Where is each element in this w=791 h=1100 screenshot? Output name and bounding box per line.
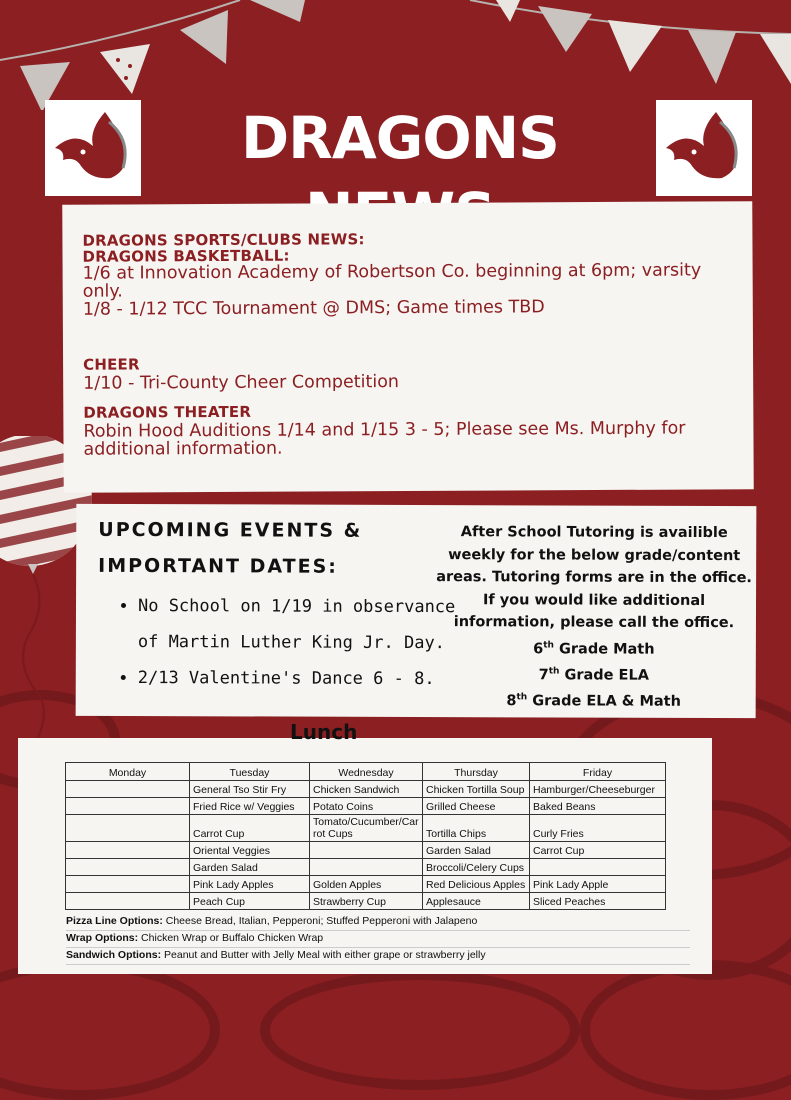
events-list [116, 588, 478, 697]
dragon-logo-right [656, 100, 752, 196]
basketball-line-2: 1/8 - 1/12 TCC Tournament @ DMS; Game times TBD [82, 297, 545, 320]
sandwich-options: Sandwich Options: Peanut and Butter with Jelly Meal with either grape or strawberry jelly [66, 947, 690, 965]
events-heading: UPCOMING EVENTS & IMPORTANT DATES: [98, 518, 363, 578]
theater-line: Robin Hood Auditions 1/14 and 1/15 3 - 5; Please see Ms. Murphy for additional information. [83, 418, 686, 460]
news-heading: DRAGONS SPORTS/CLUBS NEWS: [82, 230, 365, 250]
cheer-line: 1/10 - Tri-County Cheer Competition [83, 372, 400, 394]
wrap-options: Wrap Options: Chicken Wrap or Buffalo Chicken Wrap [66, 930, 690, 948]
table-header-row [66, 763, 666, 781]
theater-heading: DRAGONS THEATER [83, 402, 252, 422]
column-header: Thursday [423, 763, 530, 781]
tutoring-intro: After School Tutoring is availible weekly for the below grade/content areas. Tutoring forms are in the office. If you would like additional information, please call the office. [436, 524, 752, 632]
table-row: Garden Salad Broccoli/Celery Cups [66, 859, 666, 876]
events-card [76, 504, 757, 718]
bunting-banner [0, 0, 791, 110]
tutoring-info [434, 521, 755, 714]
table-row: General Tso Stir Fry Chicken Sandwich Chicken Tortilla Soup Hamburger/Cheeseburger [66, 781, 666, 798]
column-header: Tuesday [190, 763, 310, 781]
dragon-icon [656, 100, 752, 196]
table-row: Pink Lady Apples Golden Apples Red Delicious Apples Pink Lady Apple [66, 876, 666, 893]
cheer-heading: CHEER [83, 355, 140, 374]
table-row: Fried Rice w/ Veggies Potato Coins Grilled Cheese Baked Beans [66, 798, 666, 815]
tutoring-subject: 8th Grade ELA & Math [506, 692, 681, 710]
column-header: Wednesday [310, 763, 423, 781]
basketball-line-1: 1/6 at Innovation Academy of Robertson Co. beginning at 6pm; varsity only. [82, 260, 702, 302]
pizza-options: Pizza Line Options: Cheese Bread, Italian, Pepperoni; Stuffed Pepperoni with Jalapeno [66, 913, 690, 931]
list-item: • 2/13 Valentine's Dance 6 - 8. [138, 660, 478, 697]
basketball-heading: DRAGONS BASKETBALL: [82, 246, 290, 266]
page-title: DRAGONS [241, 104, 559, 172]
tutoring-subject: 6th Grade Math [533, 639, 655, 658]
table-row: Peach Cup Strawberry Cup Applesauce Sliced Peaches [66, 893, 666, 910]
lunch-menu-card [18, 738, 712, 974]
news-card [62, 201, 753, 493]
column-header: Friday [530, 763, 666, 781]
column-header: Monday [66, 763, 190, 781]
dragon-icon [45, 100, 141, 196]
lunch-title: Lunch [290, 720, 358, 744]
table-row: Oriental Veggies Garden Salad Carrot Cup [66, 842, 666, 859]
table-row: Carrot Cup Tomato/Cucumber/Carrot Cups Tortilla Chips Curly Fries [66, 815, 666, 842]
list-item: • No School on 1/19 in observance of Martin Luther King Jr. Day. [138, 588, 478, 661]
tutoring-subject: 7th Grade ELA [538, 666, 649, 684]
lunch-menu-table [65, 762, 666, 910]
dragon-logo-left [45, 100, 141, 196]
